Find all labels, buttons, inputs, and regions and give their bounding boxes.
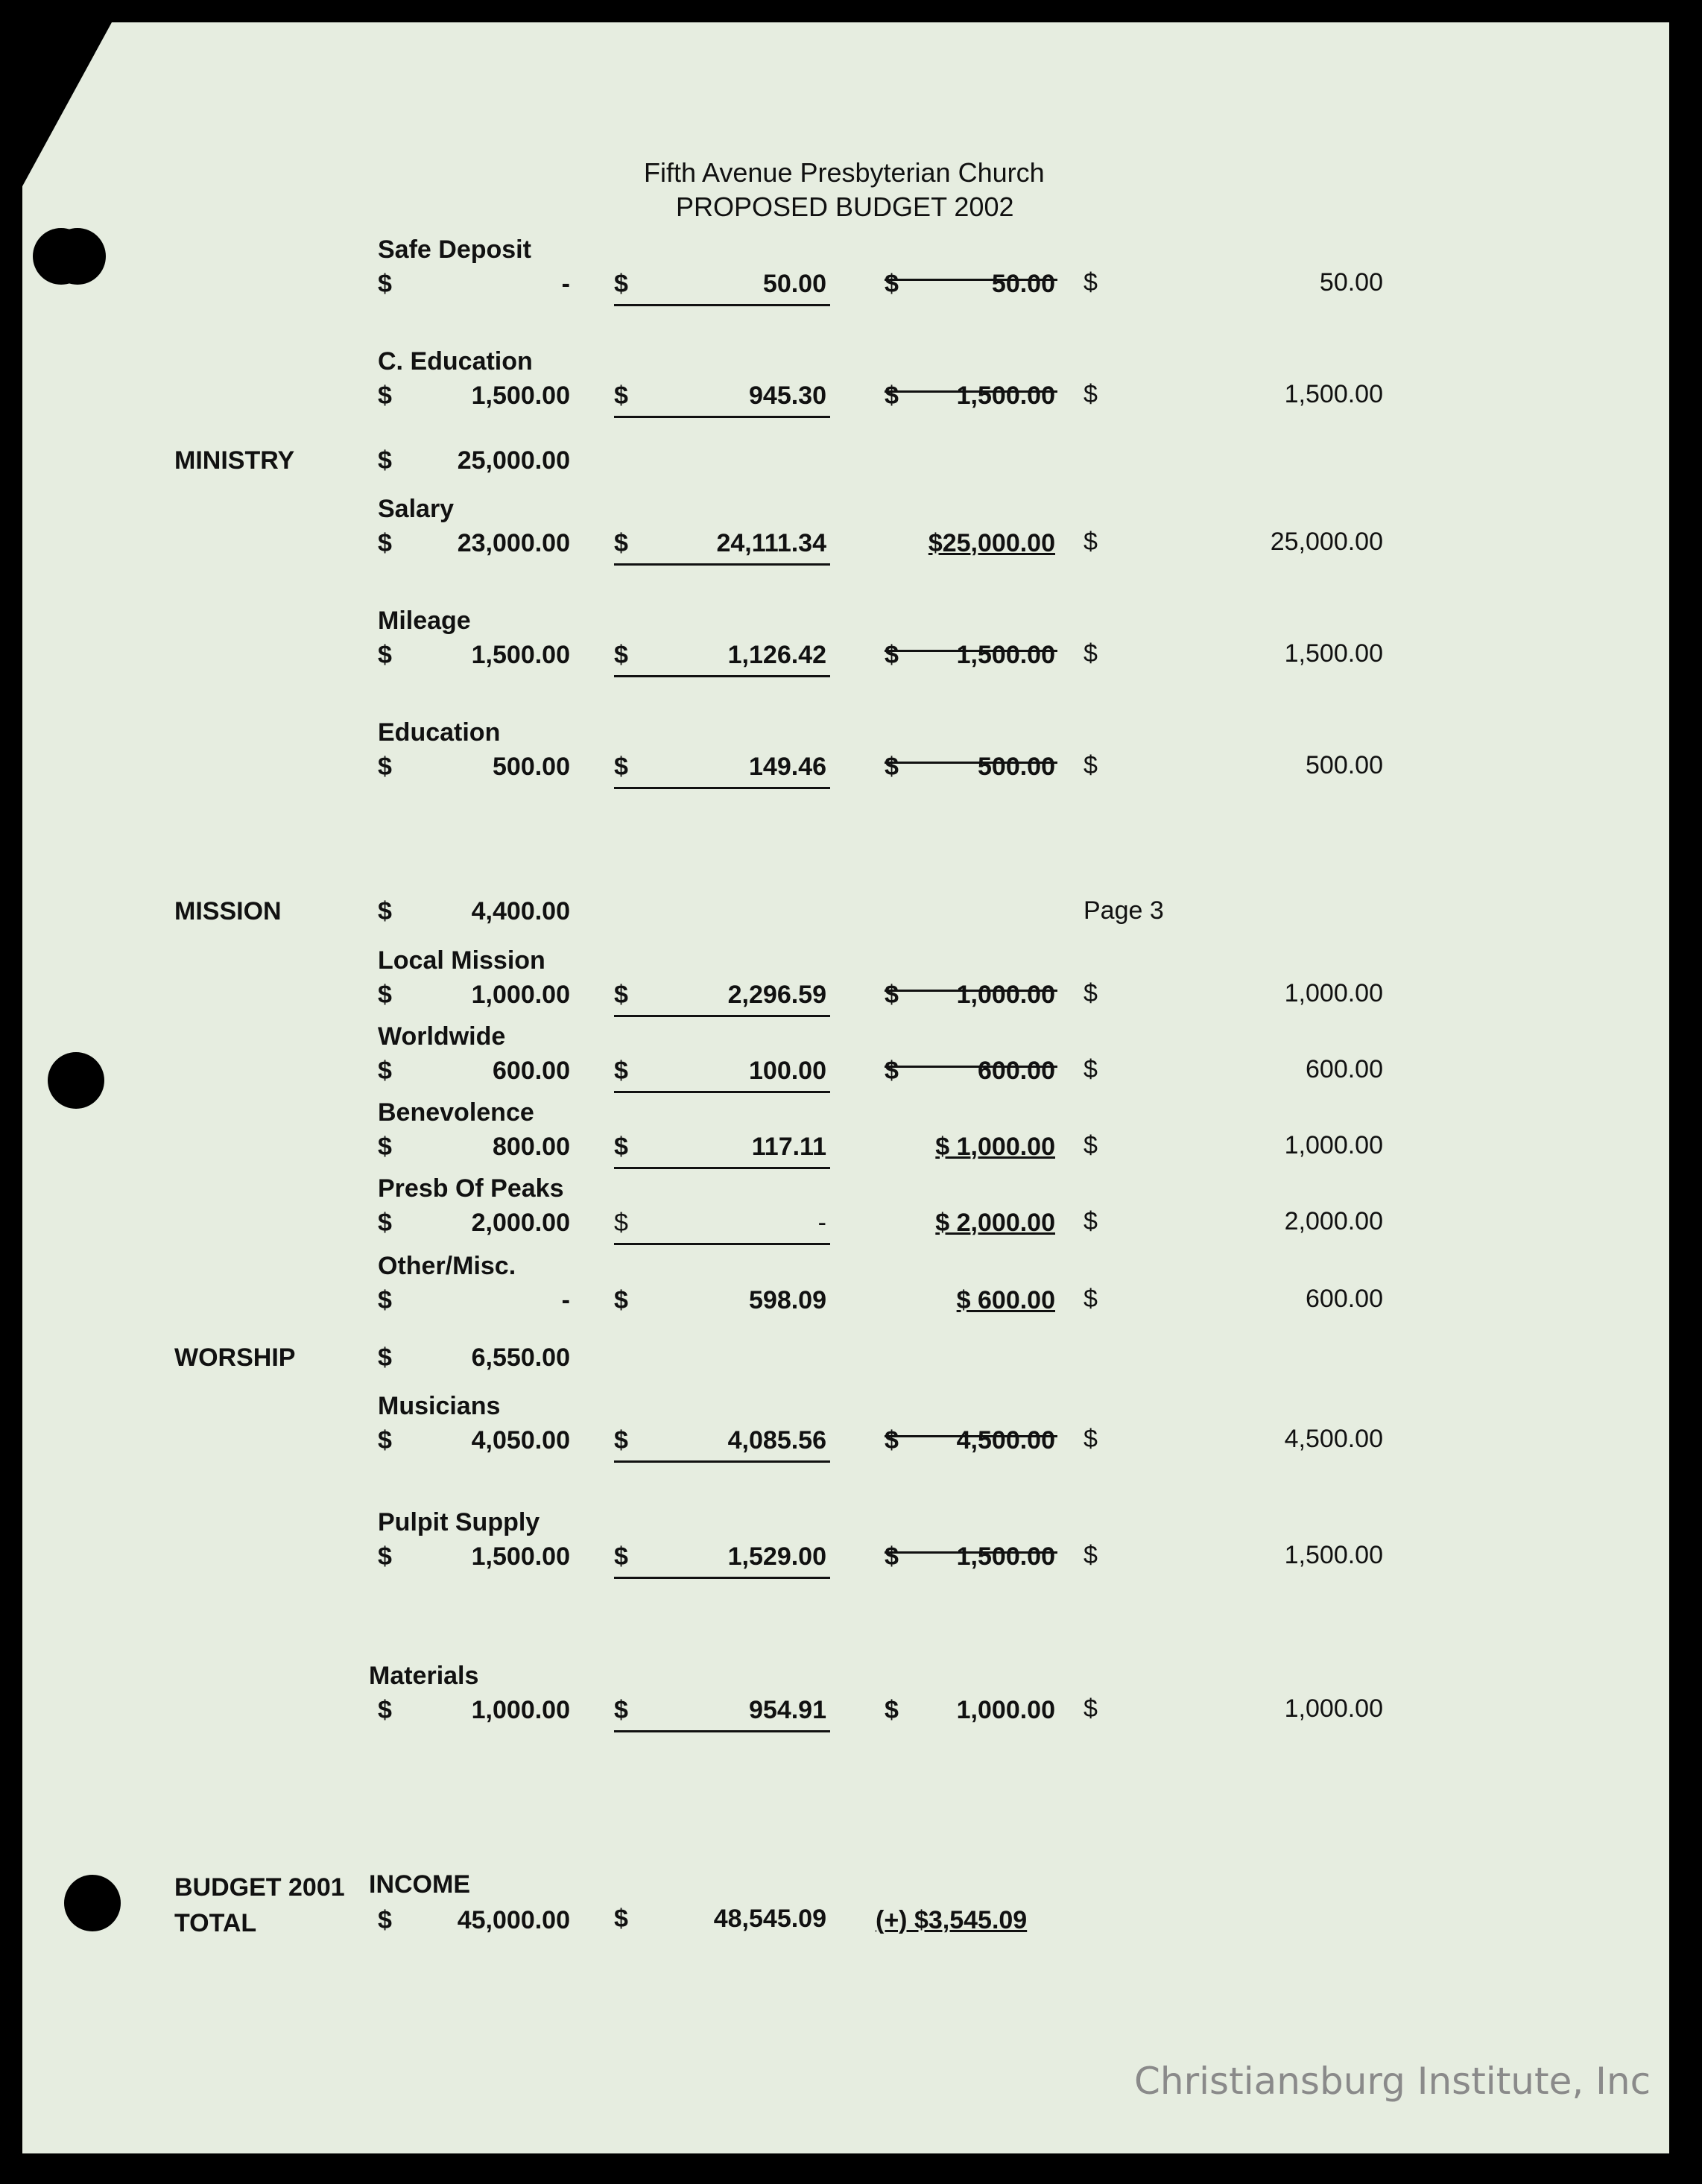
actual-2001-value: 598.09 — [749, 1286, 826, 1314]
final-2002-value: 1,000.00 — [1284, 979, 1383, 1007]
line-item-label: Materials — [369, 1662, 479, 1690]
currency-symbol: $ — [1083, 1694, 1098, 1723]
proposed-2002-value: 1,500.00 — [956, 641, 1055, 669]
proposed-2002-value: $ 1,000.00 — [935, 1133, 1055, 1161]
budget-2001-value: 800.00 — [493, 1133, 570, 1161]
proposed-2002-value: 1,500.00 — [956, 1542, 1055, 1571]
line-item-label: Worldwide — [378, 1022, 506, 1051]
currency-symbol: $ — [885, 753, 899, 781]
currency-symbol: $ — [614, 1210, 830, 1245]
currency-symbol: $ — [378, 1209, 392, 1237]
actual-2001-value: 2,296.59 — [727, 981, 826, 1009]
actual-2001-value: 4,085.56 — [727, 1426, 826, 1455]
actual-2001-value: 945.30 — [749, 382, 826, 410]
proposed-2002-value: $ 2,000.00 — [935, 1209, 1055, 1237]
currency-symbol: $ — [1083, 1055, 1098, 1083]
proposed-2002-value: $25,000.00 — [928, 529, 1055, 557]
punch-hole — [64, 1875, 121, 1931]
currency-symbol: $ — [1083, 979, 1098, 1007]
currency-symbol: $ — [614, 642, 830, 677]
actual-2001-value: 954.91 — [749, 1696, 826, 1724]
section-total: 25,000.00 — [457, 446, 570, 475]
actual-2001-value: 100.00 — [749, 1057, 826, 1085]
currency-symbol: $ — [614, 982, 830, 1017]
budget-2001-value: 2,000.00 — [471, 1209, 570, 1237]
footer-income-label: INCOME — [369, 1870, 470, 1899]
final-2002-value: 1,000.00 — [1284, 1694, 1383, 1723]
currency-symbol: $ — [614, 1428, 830, 1463]
final-2002-value: 500.00 — [1306, 751, 1383, 779]
currency-symbol: $ — [614, 531, 830, 566]
currency-symbol: $ — [378, 1286, 392, 1314]
section-label: MINISTRY — [174, 446, 295, 475]
punch-hole — [48, 1052, 104, 1109]
currency-symbol: $ — [1083, 268, 1098, 297]
currency-symbol: $ — [378, 1542, 392, 1571]
currency-symbol: $ — [378, 753, 392, 781]
budget-2001-value: 23,000.00 — [457, 529, 570, 557]
line-item-label: Pulpit Supply — [378, 1508, 540, 1536]
document-page — [22, 22, 1669, 2153]
proposed-2002-value: $ 600.00 — [956, 1286, 1055, 1314]
currency-symbol: $ — [885, 382, 899, 410]
section-total: 6,550.00 — [471, 1343, 570, 1372]
budget-2001-value: 1,500.00 — [471, 1542, 570, 1571]
currency-symbol: $ — [885, 1426, 899, 1455]
currency-symbol: $ — [885, 270, 899, 298]
proposed-2002-value: 500.00 — [978, 753, 1055, 781]
currency-symbol: $ — [1083, 751, 1098, 779]
proposed-2002-value: 1,000.00 — [956, 981, 1055, 1009]
currency-symbol: $ — [1083, 1425, 1098, 1453]
line-item-label: Education — [378, 718, 501, 747]
line-item-label: Local Mission — [378, 946, 545, 975]
footer-label: TOTAL — [174, 1909, 257, 1937]
currency-symbol: $ — [378, 1057, 392, 1085]
currency-symbol: $ — [1083, 1541, 1098, 1569]
currency-symbol: $ — [614, 271, 830, 306]
currency-symbol: $ — [1083, 380, 1098, 408]
line-item-label: Presb Of Peaks — [378, 1174, 564, 1203]
budget-2001-value: 1,500.00 — [471, 641, 570, 669]
currency-symbol: $ — [885, 1057, 899, 1085]
currency-symbol: $ — [378, 1906, 392, 1934]
actual-2001-value: 50.00 — [762, 270, 826, 298]
budget-2001-value: - — [561, 1286, 570, 1314]
actual-2001-value: 117.11 — [751, 1133, 826, 1161]
currency-symbol: $ — [614, 1058, 830, 1093]
section-total: 4,400.00 — [471, 897, 570, 925]
proposed-2002-value: 4,500.00 — [956, 1426, 1055, 1455]
currency-symbol: $ — [614, 1286, 628, 1314]
currency-symbol: $ — [378, 1343, 392, 1372]
page-number: Page 3 — [1083, 896, 1164, 925]
currency-symbol: $ — [614, 1697, 830, 1732]
currency-symbol: $ — [378, 1133, 392, 1161]
currency-symbol: $ — [885, 981, 899, 1009]
final-2002-value: 600.00 — [1306, 1055, 1383, 1083]
actual-2001-value: 1,529.00 — [727, 1542, 826, 1571]
currency-symbol: $ — [378, 1426, 392, 1455]
punch-hole — [49, 228, 106, 285]
actual-2001-value: - — [817, 1209, 826, 1237]
currency-symbol: $ — [614, 383, 830, 418]
currency-symbol: $ — [1083, 1131, 1098, 1159]
actual-2001-value: 1,126.42 — [727, 641, 826, 669]
currency-symbol: $ — [378, 446, 392, 475]
currency-symbol: $ — [378, 897, 392, 925]
document-subtitle: PROPOSED BUDGET 2002 — [676, 192, 1014, 222]
currency-symbol: $ — [885, 1542, 899, 1571]
currency-symbol: $ — [378, 382, 392, 410]
proposed-2002-value: 50.00 — [991, 270, 1055, 298]
currency-symbol: $ — [614, 1134, 830, 1169]
line-item-label: Musicians — [378, 1392, 501, 1420]
final-2002-value: 1,000.00 — [1284, 1131, 1383, 1159]
currency-symbol: $ — [378, 270, 392, 298]
currency-symbol: $ — [378, 529, 392, 557]
section-label: WORSHIP — [174, 1343, 296, 1372]
line-item-label: Mileage — [378, 607, 471, 635]
proposed-2002-value: 1,500.00 — [956, 382, 1055, 410]
final-2002-value: 600.00 — [1306, 1285, 1383, 1313]
currency-symbol: $ — [885, 641, 899, 669]
footer-actual-total: 48,545.09 — [713, 1905, 826, 1933]
budget-2001-value: 4,050.00 — [471, 1426, 570, 1455]
footer-label: BUDGET 2001 — [174, 1873, 345, 1902]
footer-budget-total: 45,000.00 — [457, 1906, 570, 1934]
budget-2001-value: 500.00 — [493, 753, 570, 781]
budget-2001-value: 1,500.00 — [471, 382, 570, 410]
currency-symbol: $ — [378, 641, 392, 669]
currency-symbol: $ — [614, 754, 830, 789]
currency-symbol: $ — [1083, 639, 1098, 668]
document-title: Fifth Avenue Presbyterian Church — [644, 157, 1045, 188]
line-item-label: Salary — [378, 495, 455, 523]
currency-symbol: $ — [614, 1544, 830, 1579]
currency-symbol: $ — [378, 1696, 392, 1724]
actual-2001-value: 149.46 — [749, 753, 826, 781]
budget-2001-value: 600.00 — [493, 1057, 570, 1085]
currency-symbol: $ — [1083, 1207, 1098, 1235]
footer-difference: (+) $3,545.09 — [876, 1906, 1028, 1934]
budget-2001-value: - — [561, 270, 570, 298]
final-2002-value: 2,000.00 — [1284, 1207, 1383, 1235]
line-item-label: Safe Deposit — [378, 235, 531, 264]
line-item-label: Benevolence — [378, 1098, 534, 1127]
final-2002-value: 25,000.00 — [1270, 528, 1383, 556]
currency-symbol: $ — [614, 1905, 628, 1933]
final-2002-value: 50.00 — [1319, 268, 1383, 297]
proposed-2002-value: 1,000.00 — [956, 1696, 1055, 1724]
section-label: MISSION — [174, 897, 282, 925]
line-item-label: Other/Misc. — [378, 1252, 516, 1280]
watermark: Christiansburg Institute, Inc — [1134, 2060, 1651, 2103]
final-2002-value: 1,500.00 — [1284, 380, 1383, 408]
actual-2001-value: 24,111.34 — [716, 529, 826, 557]
budget-2001-value: 1,000.00 — [471, 1696, 570, 1724]
currency-symbol: $ — [1083, 528, 1098, 556]
currency-symbol: $ — [885, 1696, 899, 1724]
currency-symbol: $ — [378, 981, 392, 1009]
final-2002-value: 4,500.00 — [1284, 1425, 1383, 1453]
budget-2001-value: 1,000.00 — [471, 981, 570, 1009]
proposed-2002-value: 600.00 — [978, 1057, 1055, 1085]
final-2002-value: 1,500.00 — [1284, 1541, 1383, 1569]
line-item-label: C. Education — [378, 347, 533, 376]
currency-symbol: $ — [1083, 1285, 1098, 1313]
final-2002-value: 1,500.00 — [1284, 639, 1383, 668]
